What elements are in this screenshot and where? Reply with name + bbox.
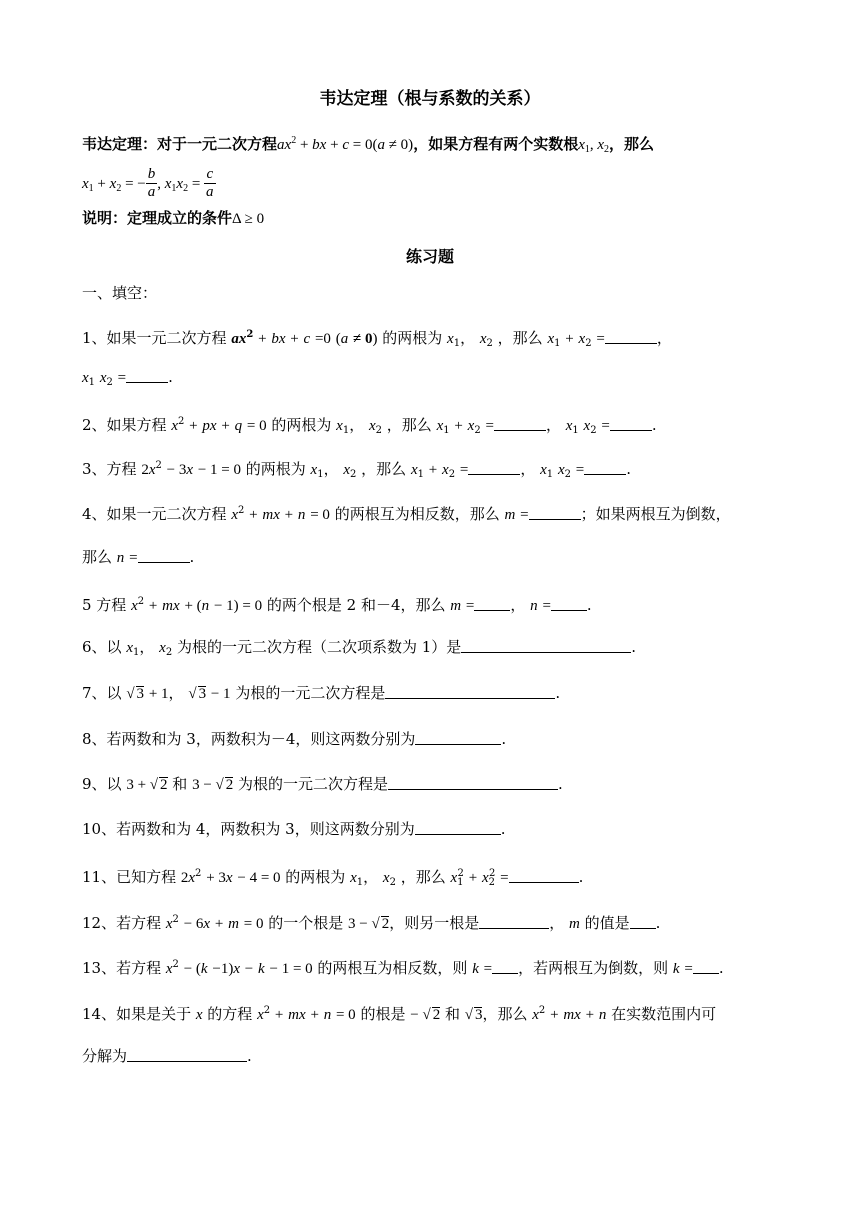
question-14-cont: 分解为 . — [82, 1047, 252, 1065]
question-6: 6、以 $x_1$， $x_2$ 为根的一元二次方程（二次项系数为 1）是 . — [82, 638, 637, 658]
section-title: 一、填空： — [82, 284, 158, 302]
answer-blank — [529, 505, 581, 520]
theorem-statement: 韦达定理：对于一元二次方程$ax^2$ + bx + c = 0(a ≠ 0)，如果方程有两个实数根$x_1$, $x_2$，那么 — [82, 135, 655, 155]
theorem-formula: $x_1 + x_2$ = − $\frac{b}{a}$ , $x_1x_2$ = $\frac{c}{a}$ — [82, 166, 214, 200]
answer-blank — [494, 416, 546, 431]
question-4: 4、如果一元二次方程 $x^2$ + mx + n = 0 的两根互为相反数，那么 m = ；如果两根互为倒数， — [82, 505, 731, 523]
answer-blank — [492, 959, 518, 974]
answer-blank — [610, 416, 652, 431]
theorem-note — [82, 208, 264, 229]
answer-blank — [415, 820, 501, 835]
answer-blank — [693, 959, 719, 974]
question-13: 13、若方程 $x^2 - (k -1)x - k - 1 = 0$ 的两根互为相反数，则 k = ，若两根互为倒数，则 k = . — [82, 959, 724, 977]
answer-blank — [468, 460, 520, 475]
question-2: 2、如果方程 $x^2$ + px + q = 0 的两根为 $x_1$， $x_2$ ，那么 $x_1 + x_2$ = ， $x_1$ $x_2$ = . — [82, 416, 657, 436]
theorem-roots: $x_1$, $x_2$ — [578, 137, 610, 155]
question-3: 3、方程 $2x^2 - 3x - 1 = 0$ 的两根为 $x_1$， $x_2$ ，那么 $x_1 + x_2$ = ， $x_1$ $x_2$ = . — [82, 460, 632, 480]
question-14: 14、如果是关于 x 的方程 $x^2$ + mx + n = 0 的根是 − √ 2 和 √ 3，那么 $x^2$ + mx + n 在实数范围内可 — [82, 1005, 717, 1023]
answer-blank — [126, 368, 168, 383]
question-5: 5 方程 $x^2$ + mx + (n − 1) = 0 的两个根是 2 和－4，那么 m = ， n = . — [82, 596, 592, 614]
answer-blank — [415, 730, 501, 745]
note-condition: Δ ≥ 0 — [232, 211, 265, 227]
note-label: 说明：定理成立的条件 — [82, 209, 233, 227]
question-1: 1、如果一元二次方程 $ax^2$ + bx + c =0 (a ≠ 0) 的两根为 $x_1$， $x_2$ ，那么 $x_1 + x_2$ = ， — [82, 329, 672, 349]
page-title: 韦达定理（根与系数的关系） — [319, 89, 541, 109]
answer-blank — [474, 596, 510, 611]
answer-blank — [127, 1047, 247, 1062]
answer-blank — [479, 914, 549, 929]
question-1-cont: $x_1$ $x_2$ = . — [82, 368, 173, 388]
answer-blank — [388, 775, 558, 790]
answer-blank — [138, 548, 190, 563]
question-4-cont: 那么 n = . — [82, 548, 195, 566]
answer-blank — [551, 596, 587, 611]
theorem-equation: $ax^2$ + bx + c = 0(a ≠ 0) — [277, 135, 414, 153]
question-10: 10、若两数和为 4，两数积为 3，则这两数分别为 . — [82, 820, 506, 838]
question-9: 9、以 3 + √ 2 和 3 − √ 2 为根的一元二次方程是 . — [82, 775, 563, 793]
question-11: 11、已知方程 $2x^2 + 3x - 4 = 0$ 的两根为 $x_1$， $x_2$ ，那么 $x_1^2 + x_2^2$ = . — [82, 868, 584, 888]
practice-title: 练习题 — [405, 247, 454, 266]
answer-blank — [509, 868, 579, 883]
answer-blank — [584, 460, 626, 475]
theorem-label: 韦达定理： — [82, 135, 158, 153]
question-7: 7、以 √ 3 + 1， √ 3 − 1 为根的一元二次方程是 . — [82, 684, 561, 702]
answer-blank — [461, 638, 631, 653]
question-12: 12、若方程 $x^2 - 6x + m = 0$ 的一个根是 3 − √ 2，则另一根是 ， m 的值是 . — [82, 914, 661, 932]
answer-blank — [630, 914, 656, 929]
answer-blank — [385, 684, 555, 699]
answer-blank — [605, 329, 657, 344]
question-8: 8、若两数和为 3，两数积为－4，则这两数分别为 . — [82, 730, 507, 748]
